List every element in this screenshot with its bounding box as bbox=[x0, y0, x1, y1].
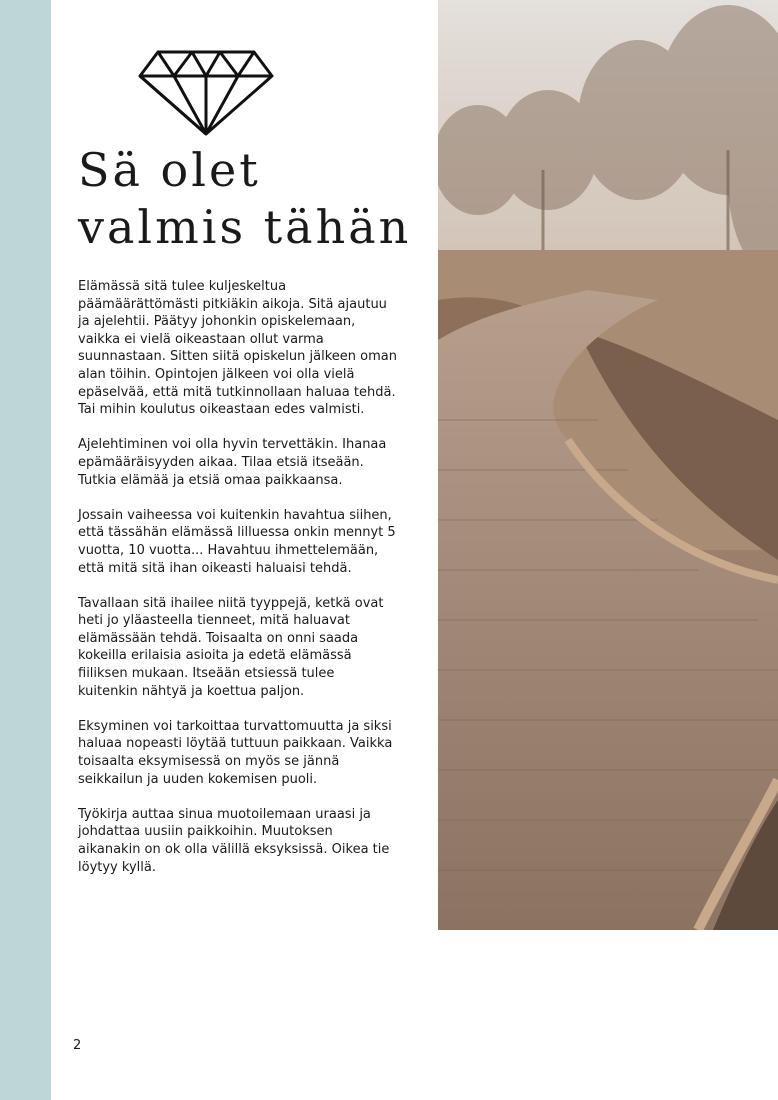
boardwalk-photo bbox=[438, 0, 778, 930]
title-line-1: Sä olet bbox=[78, 143, 261, 197]
diamond-icon bbox=[136, 48, 276, 138]
paragraph: Tavallaan sitä ihailee niitä tyyppejä, ketkä ovat heti jo yläasteella tienneet, mitä haluavat elämässään tehdä. Toisaalta on onni saada kokeilla erilaisia asioita ja edetä elämässä fiiliksen mukaan. Itseään etsiessä tulee kuitenkin nähtyä ja koettua paljon. bbox=[78, 595, 384, 699]
page-title bbox=[78, 142, 438, 256]
paragraph: Jossain vaiheessa voi kuitenkin havahtua siihen, että tässähän elämässä lilluessa onkin mennyt 5 vuotta, 10 vuotta... Havahtuu ihmettelemään, että mitä sitä ihan oikeasti haluaisi tehdä. bbox=[78, 507, 396, 576]
page-number: 2 bbox=[73, 1038, 82, 1053]
paragraph: Elämässä sitä tulee kuljeskeltua päämäärättömästi pitkiäkin aikoja. Sitä ajautuu ja ajelehtii. Päätyy johonkin opiskelemaan, vaikka ei vielä oikeastaan ollut varma suunnastaan. Sitten siitä opiskelun jälkeen oman alan töihin. Opintojen jälkeen voi olla vielä epäselvää, että mitä tutkinnollaan haluaa tehdä. Tai mihin koulutus oikeastaan edes valmisti. bbox=[78, 279, 397, 418]
paragraph: Ajelehtiminen voi olla hyvin tervettäkin. Ihanaa epämääräisyyden aikaa. Tilaa etsiä itseään. Tutkia elämää ja etsiä omaa paikkaansa. bbox=[78, 437, 387, 488]
paragraph: Eksyminen voi tarkoittaa turvattomuutta ja siksi haluaa nopeasti löytää tuttuun paikkaan. Vaikka toisaalta eksymisessä on myös se jännä seikkailun ja uuden kokemisen puoli. bbox=[78, 718, 393, 787]
side-color-band bbox=[0, 0, 51, 1100]
body-text bbox=[78, 278, 398, 894]
paragraph: Työkirja auttaa sinua muotoilemaan uraasi ja johdattaa uusiin paikkoihin. Muutoksen aikanakin on ok olla välillä eksyksissä. Oikea tie löytyy kyllä. bbox=[78, 806, 390, 875]
title-line-2: valmis tähän bbox=[78, 200, 412, 254]
